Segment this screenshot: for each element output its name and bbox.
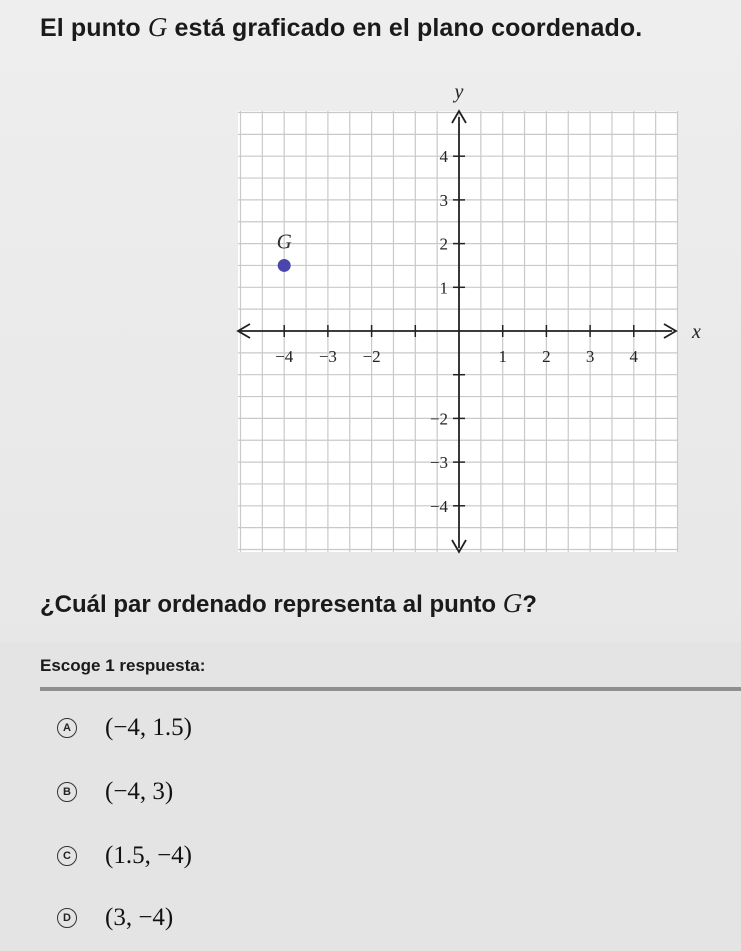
choice-letter: D	[57, 908, 77, 928]
choice-letter: B	[57, 782, 77, 802]
point-g	[278, 259, 291, 272]
y-tick-label: −4	[429, 496, 448, 516]
y-tick-label: −3	[429, 453, 448, 473]
choice-letter: C	[57, 846, 77, 866]
title-text-before: El punto	[40, 14, 148, 42]
answer-section	[0, 642, 741, 951]
x-tick-label: 1	[498, 347, 507, 366]
choice-value: (−4, 3)	[105, 778, 174, 805]
choice-b[interactable]	[57, 778, 173, 806]
question-text	[40, 588, 537, 619]
question-point-variable: G	[502, 588, 523, 618]
choice-value: (−4, 1.5)	[105, 714, 192, 741]
title-text-after: está graficado en el plano coordenado.	[167, 14, 643, 42]
question-text-before: ¿Cuál par ordenado representa al punto	[40, 591, 503, 618]
y-tick-label: 2	[439, 234, 448, 254]
divider	[40, 687, 741, 691]
x-tick-label: −4	[275, 347, 294, 366]
x-axis-label: x	[692, 321, 701, 343]
choice-letter: A	[57, 718, 77, 738]
y-axis-label: y	[454, 81, 464, 103]
choice-d[interactable]	[57, 904, 173, 932]
point-label-g: G	[276, 229, 292, 254]
x-tick-label: −2	[362, 347, 381, 366]
choice-c[interactable]	[57, 842, 192, 870]
choice-value: (3, −4)	[105, 904, 174, 931]
question-text-after: ?	[522, 591, 537, 618]
choice-a[interactable]	[57, 714, 192, 742]
x-tick-label: 3	[585, 347, 595, 366]
choice-value: (1.5, −4)	[105, 842, 192, 869]
point-variable: G	[147, 12, 168, 42]
x-tick-label: −3	[318, 347, 337, 366]
x-tick-label: 2	[542, 347, 551, 366]
y-tick-label: 3	[439, 190, 448, 210]
y-tick-label: 4	[439, 147, 448, 167]
x-tick-label: 4	[629, 347, 639, 366]
y-tick-label: 1	[439, 278, 448, 298]
y-tick-label: −2	[429, 409, 448, 429]
answer-prompt: Escoge 1 respuesta:	[40, 656, 206, 675]
